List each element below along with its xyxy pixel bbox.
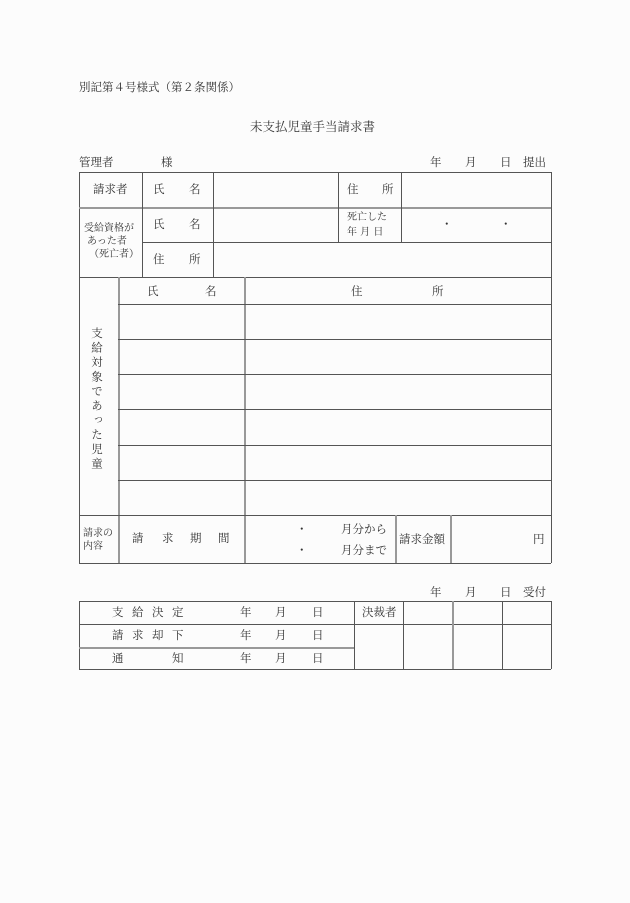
receipt-day-label: 日 [500, 585, 512, 599]
death-date-separator-2: ・ [500, 217, 512, 231]
children-name-header-1: 氏 [147, 284, 159, 298]
applicant-name-label-2: 名 [189, 182, 201, 196]
receipt-month-label: 月 [465, 585, 477, 599]
claim-period-label-2: 求 [162, 531, 174, 545]
addressee-label: 管理者 [79, 155, 114, 169]
applicant-name-label-1: 氏 [153, 182, 165, 196]
claim-period-label-3: 期 [190, 531, 202, 545]
child-1-name-input[interactable] [120, 305, 243, 338]
row-divider [79, 647, 354, 649]
period-from-separator: ・ [296, 522, 308, 536]
child-2-name-input[interactable] [120, 340, 243, 373]
col-divider [142, 172, 143, 277]
row-divider [79, 624, 551, 625]
decision-row-2-label-2: 求 [132, 628, 144, 642]
claim-period-label-4: 間 [218, 531, 230, 545]
table-border-right [551, 172, 552, 563]
applicant-name-input[interactable] [214, 173, 337, 206]
children-address-header-2: 所 [432, 284, 444, 298]
decision-row-1-day: 日 [312, 605, 324, 619]
receipt-suffix-label: 受付 [523, 585, 546, 599]
deceased-label-line-3: （死亡者） [89, 249, 139, 260]
child-2-address-input[interactable] [246, 340, 550, 373]
child-5-name-input[interactable] [120, 446, 243, 479]
deceased-name-label-1: 氏 [153, 217, 165, 231]
decision-row-2-month: 月 [275, 628, 287, 642]
child-4-address-input[interactable] [246, 410, 550, 444]
death-date-label-line-1: 死亡した [347, 212, 387, 223]
claim-period-label-1: 請 [132, 531, 144, 545]
claim-amount-unit: 円 [533, 532, 545, 546]
col-divider [338, 172, 339, 242]
applicant-address-label-2: 所 [382, 182, 394, 196]
period-to-separator: ・ [296, 543, 308, 557]
form-title: 未支払児童手当請求書 [250, 119, 376, 134]
decision-row-2-label-4: 下 [172, 628, 184, 642]
child-5-address-input[interactable] [246, 446, 550, 479]
decision-row-1-label-3: 決 [152, 605, 164, 619]
deceased-address-label-2: 所 [189, 252, 201, 266]
deceased-name-label-2: 名 [189, 217, 201, 231]
deceased-label-line-2: あった者 [87, 236, 127, 247]
decision-row-2-label-1: 請 [112, 628, 124, 642]
applicant-address-label-1: 住 [347, 182, 359, 196]
death-date-separator-1: ・ [441, 217, 453, 231]
claim-amount-input[interactable] [452, 516, 530, 562]
claim-content-label-line-1: 請求の [83, 528, 113, 539]
decision-row-3-year: 年 [240, 651, 252, 665]
decision-row-3-month: 月 [275, 651, 287, 665]
decision-row-2-label-3: 却 [152, 628, 164, 642]
col-divider [354, 601, 355, 669]
deceased-label-line-1: 受給資格が [84, 223, 134, 234]
table-border-left [79, 601, 80, 669]
deceased-address-input[interactable] [214, 243, 550, 276]
deceased-name-input[interactable] [214, 208, 337, 241]
child-3-address-input[interactable] [246, 375, 550, 408]
applicant-address-input[interactable] [402, 173, 550, 206]
table-border-right [551, 601, 552, 669]
approver-label: 決裁者 [362, 605, 397, 619]
decision-row-3-label-1: 通 [112, 651, 124, 665]
honorific-label: 様 [161, 155, 173, 169]
death-date-label-line-2: 年 月 日 [347, 227, 384, 238]
period-from-suffix: 月分から [341, 522, 387, 536]
row-divider [79, 277, 551, 278]
period-to-suffix: 月分まで [341, 543, 387, 557]
submit-day-label: 日 [500, 155, 512, 169]
col-divider [395, 515, 397, 563]
decision-row-2-year: 年 [240, 628, 252, 642]
decision-row-3-label-2: 知 [172, 651, 184, 665]
decision-row-2-day: 日 [312, 628, 324, 642]
submit-suffix-label: 提出 [523, 155, 546, 169]
children-address-header-1: 住 [351, 284, 363, 298]
decision-row-1-label-4: 定 [172, 605, 184, 619]
deceased-address-label-1: 住 [153, 252, 165, 266]
children-section-label: 支給対象であった児童 [90, 327, 104, 472]
child-3-name-input[interactable] [120, 375, 243, 408]
receipt-year-label: 年 [430, 585, 442, 599]
child-6-address-input[interactable] [246, 481, 550, 514]
table-border-bottom [79, 563, 551, 564]
child-4-name-input[interactable] [120, 410, 243, 444]
approver-stamp-box-3[interactable] [503, 602, 550, 623]
submit-month-label: 月 [465, 155, 477, 169]
decision-row-1-label-2: 給 [132, 605, 144, 619]
submit-year-label: 年 [430, 155, 442, 169]
claim-content-label-line-2: 内容 [83, 541, 103, 552]
decision-row-1-label-1: 支 [112, 605, 124, 619]
decision-row-1-month: 月 [275, 605, 287, 619]
table-border-left [79, 172, 80, 563]
decision-row-1-year: 年 [240, 605, 252, 619]
table-border-bottom [79, 669, 551, 670]
children-name-header-2: 名 [205, 284, 217, 298]
claim-amount-label: 請求金額 [399, 532, 445, 546]
decision-row-3-day: 日 [312, 651, 324, 665]
child-1-address-input[interactable] [246, 305, 550, 338]
approver-stamp-box-2[interactable] [454, 602, 501, 623]
form-reference: 別記第４号様式（第２条関係） [79, 80, 240, 94]
approver-stamp-box-1[interactable] [404, 602, 451, 623]
applicant-label: 請求者 [93, 182, 128, 196]
child-6-name-input[interactable] [120, 481, 243, 514]
